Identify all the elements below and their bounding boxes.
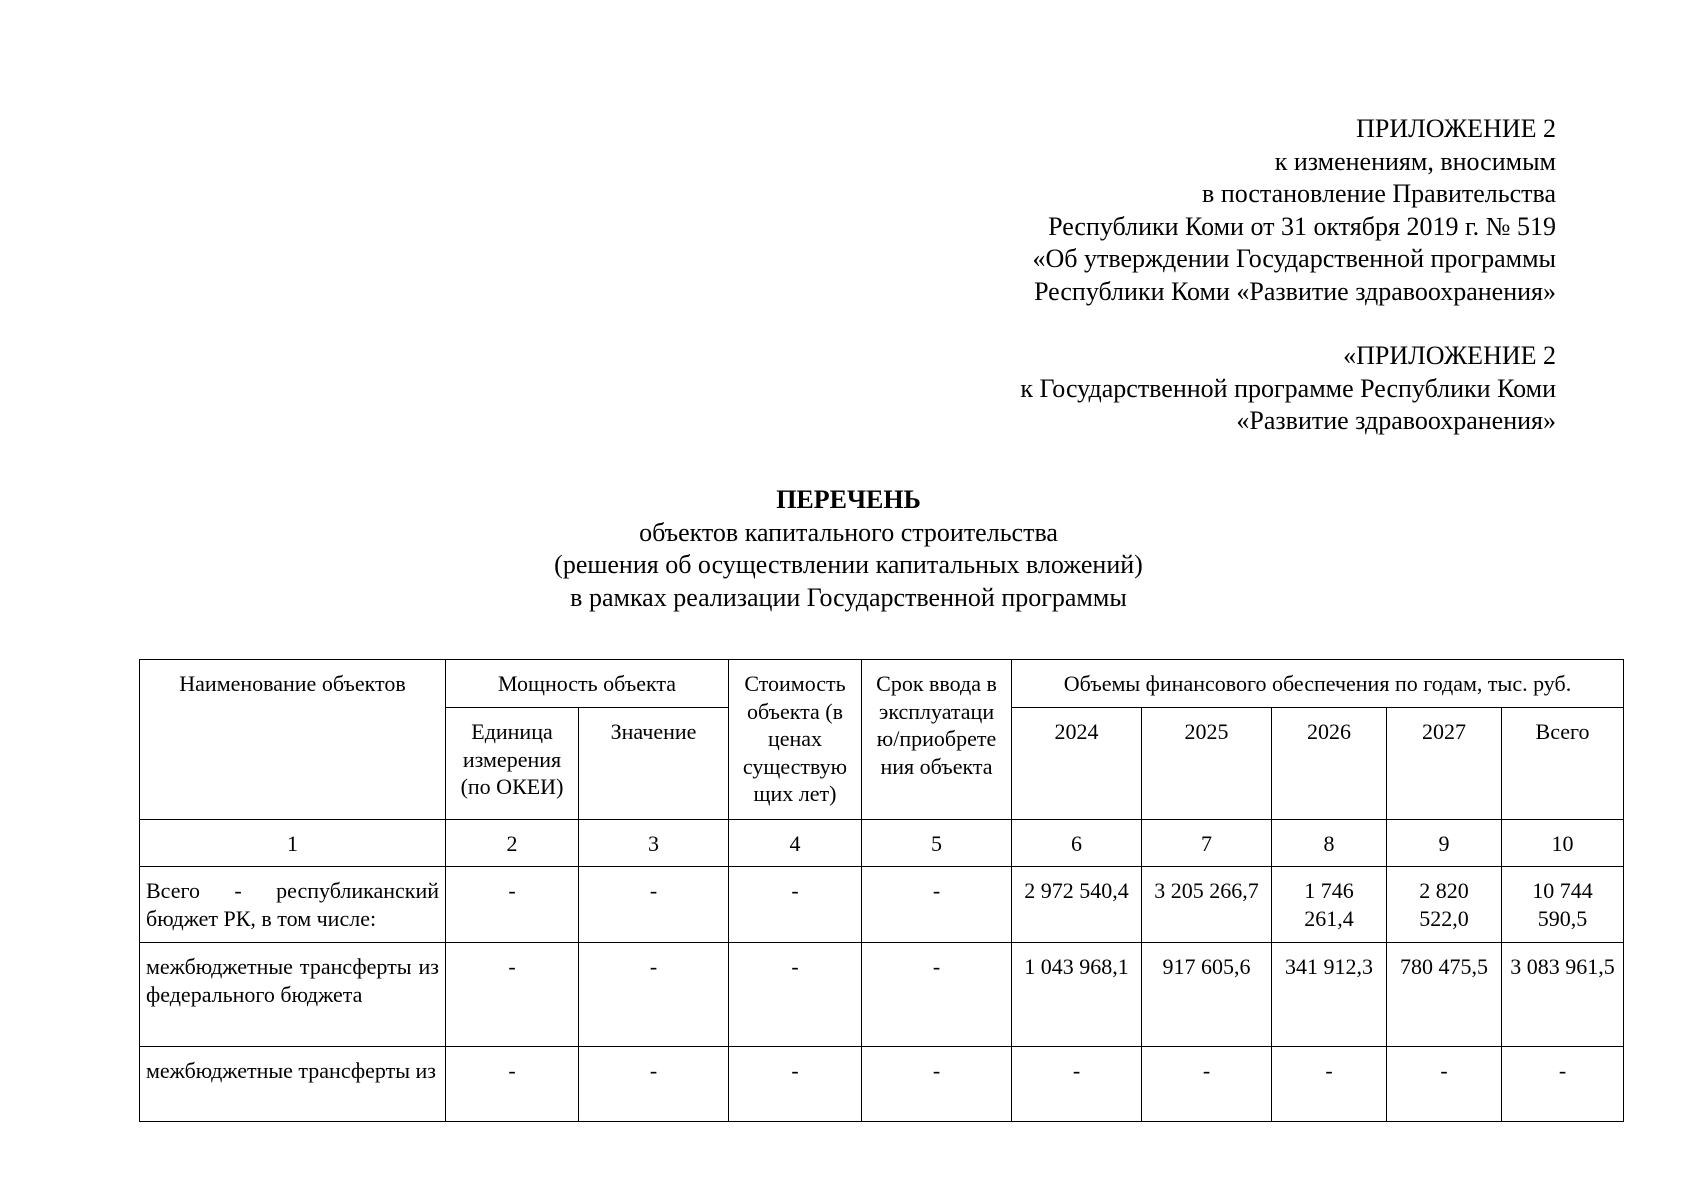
appendix-line: ПРИЛОЖЕНИЕ 2	[1356, 114, 1556, 143]
appendix-line: Республики Коми «Развитие здравоохранения»	[1034, 276, 1556, 306]
header-name: Наименование объектов	[140, 660, 446, 820]
appendix-program-line: «ПРИЛОЖЕНИЕ 2	[1343, 341, 1556, 370]
document-subtitle-line: объектов капитального строительства	[639, 517, 1058, 547]
row-2025: 3 205 266,7	[1142, 867, 1272, 943]
row-unit: -	[446, 867, 579, 943]
row-2027-part: 522,0	[1419, 905, 1469, 931]
appendix-line: к изменениям, вносимым	[1274, 146, 1556, 176]
appendix-line: «Об утверждении Государственной программы	[1032, 244, 1556, 274]
table-row	[140, 1047, 1624, 1122]
appendix-header	[1032, 113, 1556, 309]
column-number: 1	[140, 820, 446, 867]
row-2026: 341 912,3	[1272, 943, 1387, 1047]
header-total: Всего	[1502, 708, 1624, 820]
document-subtitle-line: в рамках реализации Государственной программы	[570, 582, 1127, 612]
column-number: 3	[579, 820, 729, 867]
row-cost: -	[729, 1047, 862, 1122]
header-unit: Единица измерения (по ОКЕИ)	[446, 708, 579, 820]
appendix-line: в постановление Правительства	[1202, 179, 1556, 209]
header-year-2026: 2026	[1272, 708, 1387, 820]
column-number: 10	[1502, 820, 1624, 867]
row-total: 3 083 961,5	[1502, 943, 1624, 1047]
row-total	[1502, 867, 1624, 943]
header-cost: Стоимость объекта (в ценах существую щих лет)	[729, 660, 862, 820]
column-number: 6	[1012, 820, 1142, 867]
column-number: 7	[1142, 820, 1272, 867]
row-2026: -	[1272, 1047, 1387, 1122]
row-name: межбюджетные трансферты из федерального бюджета	[140, 943, 446, 1047]
row-2026-part: 261,4	[1304, 905, 1354, 931]
column-number: 2	[446, 820, 579, 867]
appendix-program-line: к Государственной программе Республики Коми	[1020, 373, 1556, 403]
header-term: Срок ввода в эксплуатаци ю/приобрете ния объекта	[862, 660, 1012, 820]
document-heading	[0, 484, 1697, 614]
column-number: 8	[1272, 820, 1387, 867]
row-2024: -	[1012, 1047, 1142, 1122]
document-subtitle-line: (решения об осуществлении капитальных вложений)	[554, 550, 1143, 580]
appendix-line: Республики Коми от 31 октября 2019 г. № 519	[1048, 211, 1556, 241]
header-capacity: Мощность объекта	[446, 660, 729, 708]
row-total: -	[1502, 1047, 1624, 1122]
row-term: -	[862, 1047, 1012, 1122]
row-value: -	[579, 943, 729, 1047]
header-year-2027: 2027	[1387, 708, 1502, 820]
row-name: Всего - республиканский бюджет РК, в том числе:	[140, 867, 446, 943]
row-term: -	[862, 943, 1012, 1047]
row-name: межбюджетные трансферты из	[140, 1047, 446, 1122]
column-number: 9	[1387, 820, 1502, 867]
header-year-2024: 2024	[1012, 708, 1142, 820]
row-2026-part: 1 746	[1304, 878, 1354, 903]
row-unit: -	[446, 943, 579, 1047]
row-2024: 1 043 968,1	[1012, 943, 1142, 1047]
table-row	[140, 867, 1624, 943]
row-value: -	[579, 1047, 729, 1122]
row-2027: 780 475,5	[1387, 943, 1502, 1047]
capital-objects-table	[139, 659, 1624, 1122]
row-total-part: 10 744	[1532, 878, 1593, 903]
column-number-row	[140, 820, 1624, 867]
row-2025: -	[1142, 1047, 1272, 1122]
appendix-program-header	[1020, 340, 1556, 438]
column-number: 5	[862, 820, 1012, 867]
row-value: -	[579, 867, 729, 943]
row-2025: 917 605,6	[1142, 943, 1272, 1047]
table-header-row	[140, 660, 1624, 708]
row-cost: -	[729, 943, 862, 1047]
document-title: ПЕРЕЧЕНЬ	[776, 485, 921, 514]
header-value: Значение	[579, 708, 729, 820]
column-number: 4	[729, 820, 862, 867]
header-year-2025: 2025	[1142, 708, 1272, 820]
header-financing: Объемы финансового обеспечения по годам, тыс. руб.	[1012, 660, 1624, 708]
row-2027: -	[1387, 1047, 1502, 1122]
row-cost: -	[729, 867, 862, 943]
table-row	[140, 943, 1624, 1047]
row-2026	[1272, 867, 1387, 943]
row-unit: -	[446, 1047, 579, 1122]
row-2027-part: 2 820	[1419, 878, 1469, 903]
row-total-part: 590,5	[1537, 905, 1588, 931]
appendix-program-line: «Развитие здравоохранения»	[1236, 406, 1556, 436]
row-2024: 2 972 540,4	[1012, 867, 1142, 943]
row-2027	[1387, 867, 1502, 943]
row-term: -	[862, 867, 1012, 943]
